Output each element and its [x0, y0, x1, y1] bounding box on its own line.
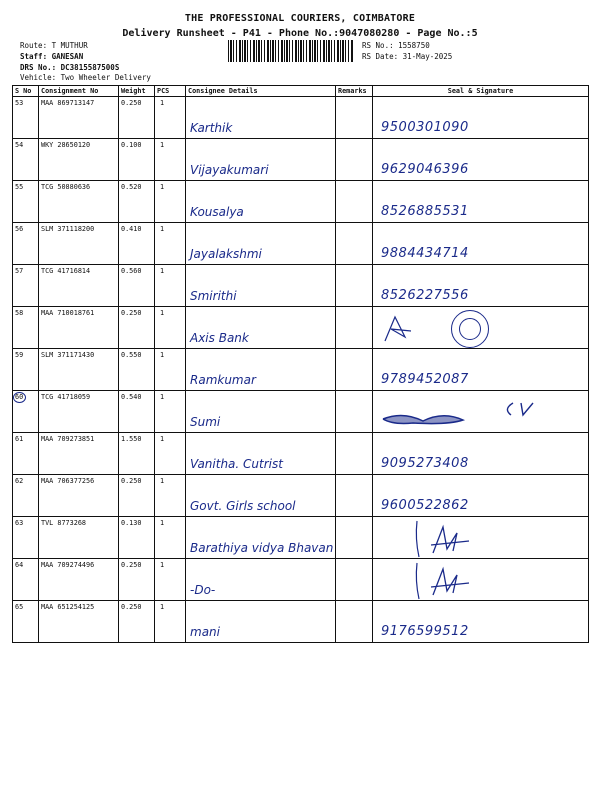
row-remarks: [336, 559, 373, 601]
row-sno: [13, 223, 39, 265]
sno-text: 64: [15, 561, 24, 569]
table-row: [13, 97, 589, 139]
row-sno: [13, 307, 39, 349]
row-pcs: 1: [155, 601, 186, 643]
consignee-handwriting: Ramkumar: [190, 373, 256, 387]
row-consignment: MAA 706377256: [39, 475, 119, 517]
row-consignment: MAA 709274496: [39, 559, 119, 601]
row-pcs: 1: [155, 139, 186, 181]
row-consignee: [186, 475, 336, 517]
row-weight: 0.250: [119, 475, 155, 517]
row-weight: 0.250: [119, 559, 155, 601]
row-consignment: TVL 8773268: [39, 517, 119, 559]
consignee-handwriting: Karthik: [190, 121, 233, 135]
row-consignee: [186, 517, 336, 559]
signature-handwriting: 9789452087: [381, 372, 469, 387]
row-remarks: [336, 97, 373, 139]
sno-circle-mark: [13, 392, 26, 403]
sno-text: 62: [15, 477, 24, 485]
row-sno: [13, 433, 39, 475]
row-signature: [373, 139, 589, 181]
col-pcs: PCS: [155, 86, 186, 97]
row-sno: [13, 181, 39, 223]
col-weight: Weight: [119, 86, 155, 97]
table-row: [13, 265, 589, 307]
row-signature: [373, 307, 589, 349]
row-sno: [13, 517, 39, 559]
row-consignment: TCG 41716814: [39, 265, 119, 307]
sno-text: 59: [15, 351, 24, 359]
sno-text: 60: [15, 393, 24, 401]
row-pcs: 1: [155, 181, 186, 223]
row-consignee: [186, 139, 336, 181]
row-signature: [373, 349, 589, 391]
table-row: [13, 349, 589, 391]
row-sno: [13, 475, 39, 517]
route-label: Route: T MUTHUR: [20, 41, 88, 50]
row-signature: [373, 517, 589, 559]
row-sno: [13, 601, 39, 643]
row-weight: 0.520: [119, 181, 155, 223]
sno-text: 58: [15, 309, 24, 317]
col-consignee: Consignee Details: [186, 86, 336, 97]
row-pcs: 1: [155, 433, 186, 475]
row-remarks: [336, 139, 373, 181]
row-pcs: 1: [155, 265, 186, 307]
row-weight: 0.250: [119, 601, 155, 643]
row-weight: 0.410: [119, 223, 155, 265]
row-pcs: 1: [155, 349, 186, 391]
signature-handwriting: 9884434714: [381, 246, 469, 261]
row-signature: [373, 601, 589, 643]
consignee-handwriting: Kousalya: [190, 205, 244, 219]
signature-scribble: [381, 311, 421, 347]
row-remarks: [336, 391, 373, 433]
vehicle-label: Vehicle: Two Wheeler Delivery: [20, 73, 151, 82]
runsheet-title: Delivery Runsheet - P41 - Phone No.:9047080280 - Page No.:5: [122, 28, 478, 39]
row-pcs: 1: [155, 307, 186, 349]
sno-text: 55: [15, 183, 24, 191]
sno-text: 57: [15, 267, 24, 275]
row-consignment: TCG 41718059: [39, 391, 119, 433]
row-sno: [13, 139, 39, 181]
row-consignee: [186, 391, 336, 433]
col-sno: S No: [13, 86, 39, 97]
row-consignment: MAA 710018761: [39, 307, 119, 349]
row-pcs: 1: [155, 391, 186, 433]
row-signature: [373, 223, 589, 265]
signature-scribble: [413, 519, 533, 559]
signature-scribble: [413, 561, 533, 601]
table-row: [13, 433, 589, 475]
table-row: [13, 223, 589, 265]
row-weight: 0.250: [119, 307, 155, 349]
bank-seal-stamp: [451, 310, 489, 348]
row-consignee: [186, 223, 336, 265]
row-remarks: [336, 517, 373, 559]
consignee-handwriting: Vijayakumari: [190, 163, 269, 177]
row-remarks: [336, 349, 373, 391]
row-remarks: [336, 433, 373, 475]
consignee-handwriting: Barathiya vidya Bhavan: [190, 541, 334, 555]
row-sno: [13, 265, 39, 307]
drs-number: DRS No.: DC3815587500S: [20, 63, 120, 72]
row-weight: 0.130: [119, 517, 155, 559]
row-remarks: [336, 307, 373, 349]
signature-handwriting: 8526227556: [381, 288, 469, 303]
row-weight: 0.550: [119, 349, 155, 391]
row-consignment: WKY 28650120: [39, 139, 119, 181]
col-remarks: Remarks: [336, 86, 373, 97]
row-sno: [13, 349, 39, 391]
row-consignee: [186, 97, 336, 139]
strikeout-scribble: [373, 391, 583, 431]
signature-handwriting: 8526885531: [381, 204, 469, 219]
signature-handwriting: 9600522862: [381, 498, 469, 513]
table-header-row: [13, 86, 589, 97]
row-weight: 0.250: [119, 97, 155, 139]
col-consignment: Consignment No: [39, 86, 119, 97]
row-pcs: 1: [155, 223, 186, 265]
row-consignment: TCG 50880636: [39, 181, 119, 223]
rs-number: RS No.: 1558750: [362, 41, 430, 50]
row-pcs: 1: [155, 559, 186, 601]
row-remarks: [336, 265, 373, 307]
table-row: [13, 139, 589, 181]
row-remarks: [336, 601, 373, 643]
table-row: [13, 391, 589, 433]
col-seal-signature: Seal & Signature: [373, 86, 589, 97]
sno-text: 65: [15, 603, 24, 611]
row-weight: 1.550: [119, 433, 155, 475]
table-row: [13, 559, 589, 601]
signature-handwriting: 9095273408: [381, 456, 469, 471]
sno-text: 63: [15, 519, 24, 527]
row-consignee: [186, 265, 336, 307]
row-consignee: [186, 349, 336, 391]
company-title: THE PROFESSIONAL COURIERS, COIMBATORE: [184, 13, 416, 24]
sno-text: 54: [15, 141, 24, 149]
table-row: [13, 601, 589, 643]
row-weight: 0.560: [119, 265, 155, 307]
sno-text: 53: [15, 99, 24, 107]
row-pcs: 1: [155, 97, 186, 139]
staff-name: GANESAN: [51, 52, 84, 61]
row-remarks: [336, 475, 373, 517]
row-sno: [13, 97, 39, 139]
consignee-handwriting: Sumi: [190, 415, 221, 429]
signature-handwriting: 9500301090: [381, 120, 469, 135]
consignee-handwriting: Vanitha. Cutrist: [190, 457, 283, 471]
row-sno: [13, 391, 39, 433]
row-pcs: 1: [155, 517, 186, 559]
rs-date: RS Date: 31-May-2025: [362, 52, 453, 61]
row-consignment: SLM 371118200: [39, 223, 119, 265]
consignee-handwriting: Smirithi: [190, 289, 237, 303]
signature-handwriting: 9176599512: [381, 624, 469, 639]
row-consignment: MAA 869713147: [39, 97, 119, 139]
row-consignee: [186, 601, 336, 643]
row-signature: [373, 433, 589, 475]
row-consignment: MAA 709273851: [39, 433, 119, 475]
row-weight: 0.540: [119, 391, 155, 433]
row-consignee: [186, 181, 336, 223]
barcode: [228, 40, 354, 62]
row-consignee: [186, 559, 336, 601]
sno-text: 56: [15, 225, 24, 233]
row-weight: 0.100: [119, 139, 155, 181]
sno-text: 61: [15, 435, 24, 443]
staff-prefix: Staff:: [20, 52, 52, 61]
consignee-handwriting: mani: [190, 625, 220, 639]
row-signature: [373, 559, 589, 601]
row-signature: [373, 391, 589, 433]
table-row: [13, 517, 589, 559]
row-remarks: [336, 223, 373, 265]
row-signature: [373, 97, 589, 139]
runsheet-table: [12, 85, 589, 643]
row-pcs: 1: [155, 475, 186, 517]
row-consignee: [186, 433, 336, 475]
row-sno: [13, 559, 39, 601]
consignee-handwriting: Jayalakshmi: [190, 247, 262, 261]
row-consignment: SLM 371171430: [39, 349, 119, 391]
table-row: [13, 181, 589, 223]
consignee-handwriting: Axis Bank: [190, 331, 249, 345]
staff-label: [20, 53, 83, 61]
consignee-handwriting: -Do-: [190, 583, 216, 597]
row-signature: [373, 181, 589, 223]
signature-handwriting: 9629046396: [381, 162, 469, 177]
table-row: [13, 307, 589, 349]
table-row: [13, 475, 589, 517]
row-signature: [373, 475, 589, 517]
row-remarks: [336, 181, 373, 223]
row-consignee: [186, 307, 336, 349]
row-consignment: MAA 651254125: [39, 601, 119, 643]
consignee-handwriting: Govt. Girls school: [190, 499, 296, 513]
row-signature: [373, 265, 589, 307]
